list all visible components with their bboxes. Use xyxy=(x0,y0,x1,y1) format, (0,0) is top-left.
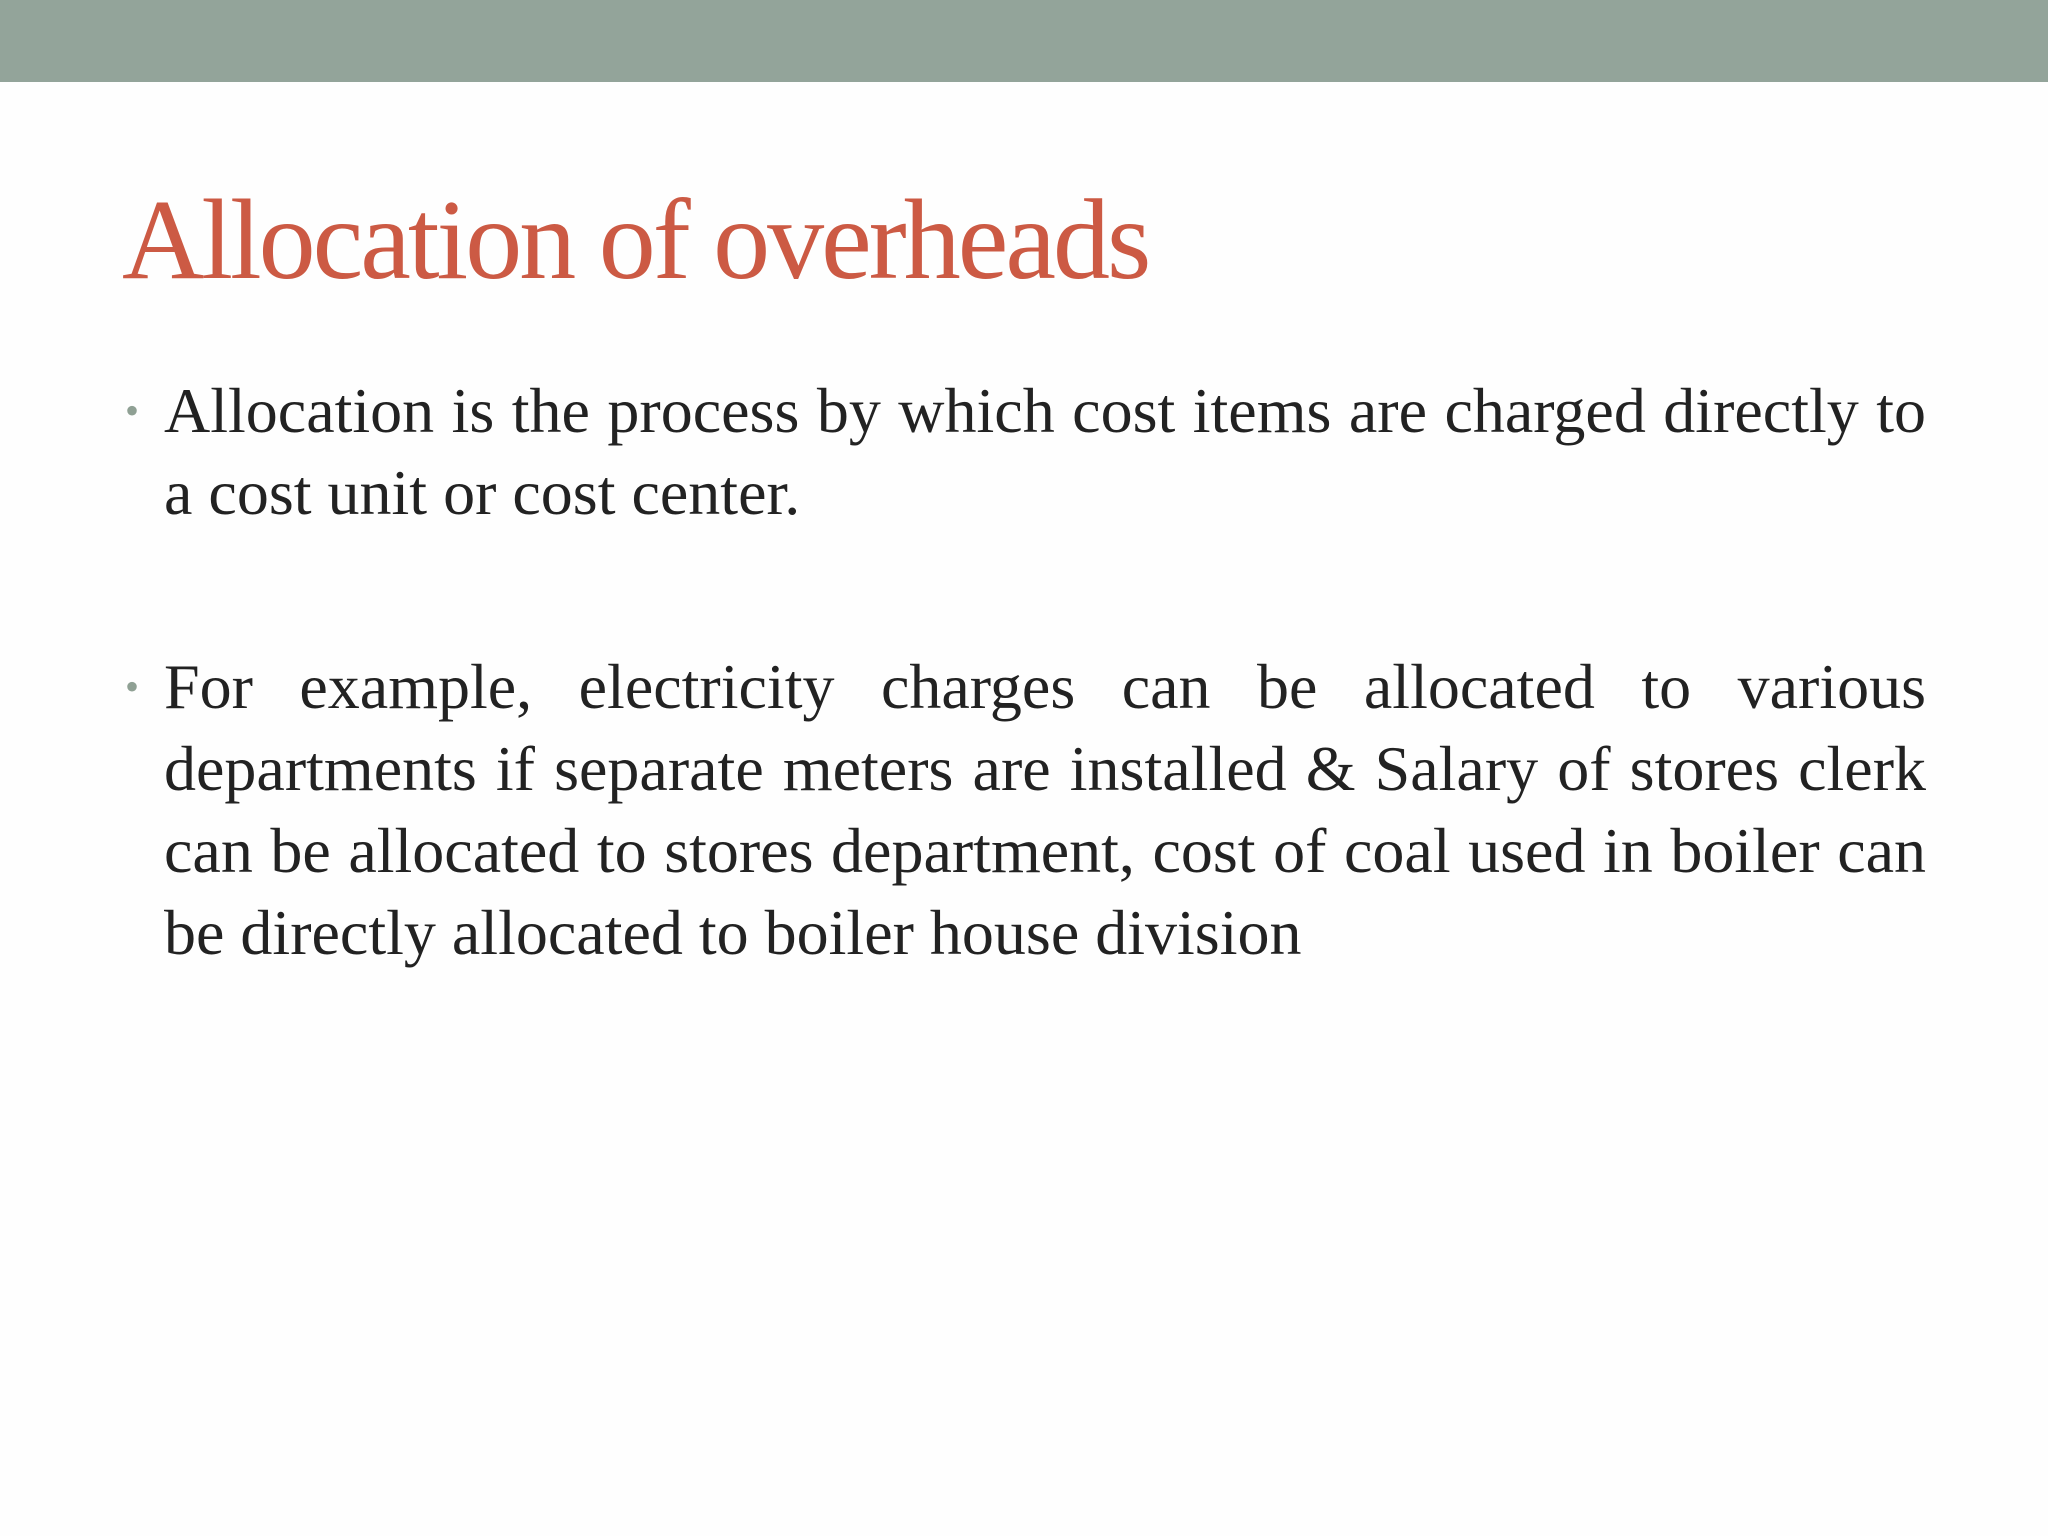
bullet-item-allocation-example xyxy=(122,646,1926,974)
bullet-list xyxy=(122,370,1926,974)
top-accent-band xyxy=(0,0,2048,82)
bullet-item-allocation-definition xyxy=(122,370,1926,534)
bullet-text: For example, electricity charges can be allocated to various departments if separate meters are installed & Salary of stores clerk can be allocated to stores department, cost of coal used in boiler can be directly allocated to boiler house division xyxy=(164,651,1926,968)
bullet-dot-icon: • xyxy=(125,388,140,433)
bullet-dot-icon: • xyxy=(125,664,140,709)
slide-title: Allocation of overheads xyxy=(122,176,1149,303)
bullet-text: Allocation is the process by which cost items are charged directly to a cost unit or cost center. xyxy=(164,375,1926,528)
